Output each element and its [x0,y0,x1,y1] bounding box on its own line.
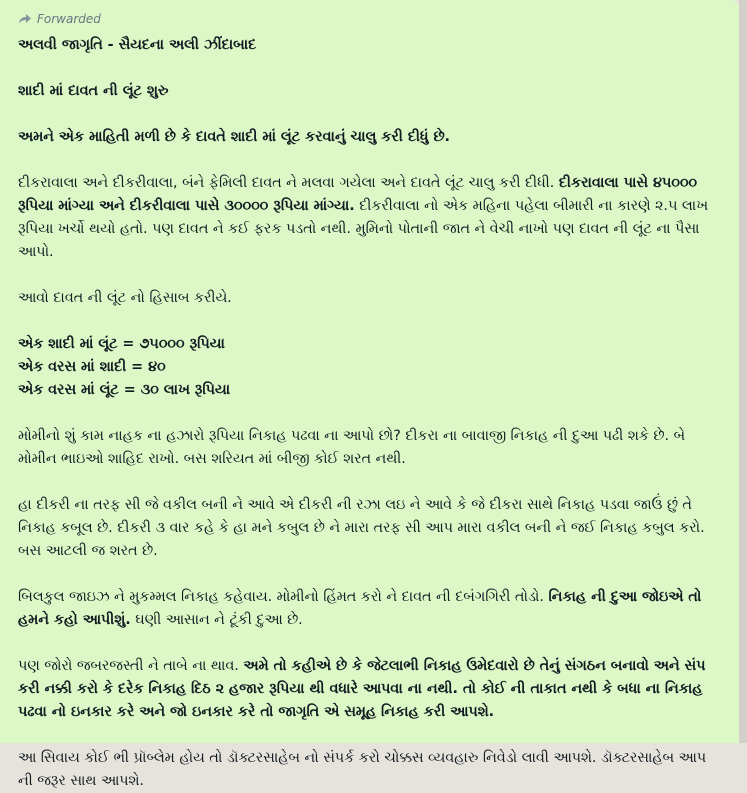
message-paragraph: હા દીકરી ના તરફ સી જે વકીલ બની ને આવે એ દીકરી ની રઝા લઇ ને આવે કે જે દીકરા સાથે નિકાહ પડવા જાઉં છું તે નિકાહ કબૂલ છે. દીકરી ૩ વાર કહે કે હા મને કબુલ છે ને મારા તરફ સી આપ મારા વકીલ બની ને જઈ નિકાહ કબુલ કરો. બસ આટલી જ શરત છે. [18,497,710,559]
message-paragraph: પણ જોરો જબરજસ્તી ને તાબે ના થાવ. અમે તો કહીએ છે કે જેટલાભી નિકાહ ઉમેદવારો છે તેનું સંગઠન બનાવો અને સંપ કરી નક્કી કરો કે દરેક નિકાહ દિઠ ૨ હજાર રૂપિયા થી વધારે આપવા ના નથી. તો કોઈ ની તાકાત નથી કે બધા ના નિકાહ પઢવા નો ઇનકાર કરે અને જો ઇનકાર કરે તો જાગૃતિ એ સમૂહ નિકાહ કરી આપશે. [18,658,711,720]
forwarded-indicator [18,10,725,28]
chat-background-edge [739,0,747,743]
message-text [18,34,725,793]
forwarded-label: Forwarded [37,12,101,26]
message-paragraph: આ સિવાય કોઈ ભી પ્રૉબ્લેમ હોય તો ડૉક્ટરસાહેબ નો સંપર્ક કરો ચોક્કસ વ્યવહારુ નિવેડો લાવી આપશે. ડૉક્ટરસાહેબ આપ ની જરૂર સાથ આપશે. [18,750,711,789]
message-intro: અમને એક માહિતી મળી છે કે દાવતે શાદી માં લૂંટ કરવાનું ચાલુ કરી દીધું છે. [18,129,450,145]
message-paragraph: આવો દાવત ની લૂંટ નો હિસાબ કરીયે. [18,290,232,306]
calc-line: એક વરસ માં લૂંટ = ૩૦ લાખ રૂપિયા [18,382,231,398]
message-title: અલવી જાગૃતિ - સૈયદના અલી ઝીંદાબાદ [18,37,257,53]
calc-line: એક શાદી માં લૂંટ = ૭૫૦૦૦ રૂપિયા [18,336,225,352]
message-paragraph: દીકરાવાલા અને દીકરીવાલા, બંને ફેમિલી દાવત ને મલવા ગયેલા અને દાવતે લૂંટ ચાલુ કરી દીધી. દીકરાવાલા પાસે ૪૫૦૦૦ રૂપિયા માંગ્યા અને દીકરીવાલા પાસે ૩૦૦૦૦ રૂપિયા માંગ્યા. દીકરીવાલા નો એક મહિના પહેલા બીમારી ના કારણે ૨.૫ લાખ રૂપિયા ખર્ચો થયો હતો. પણ દાવત ને કઈ ફરક પડતો નથી. મુમિનો પોતાની જાત ને વેચી નાખો પણ દાવત ની લૂંટ ના પૈસા આપો. [18,175,713,260]
forward-arrow-icon [18,13,32,25]
message-subtitle: શાદી માં દાવત ની લૂંટ શુરુ [18,83,169,99]
calc-line: એક વરસ માં શાદી = ૪૦ [18,359,166,375]
message-paragraph: મોમીનો શું કામ નાહક ના હઝારો રૂપિયા નિકાહ પઢવા ના આપો છો? દીકરા ના બાવાજી નિકાહ ની દુઆ પઢી શકે છે. બે મોમીન ભાઇઓ શાહિદ રાખો. બસ શરિયત માં બીજી કોઈ શરત નથી. [18,428,690,467]
message-paragraph: બિલકુલ જાઇઝ ને મુકમ્મલ નિકાહ કહેવાય. મોમીનો હિંમત કરો ને દાવત ની દબંગગિરી તોડો. નિકાહ ની દુઆ જોઇએ તો હમને કહો આપીશું. ઘણી આસાન ને ટૂંકી દુઆ છે. [18,589,707,628]
